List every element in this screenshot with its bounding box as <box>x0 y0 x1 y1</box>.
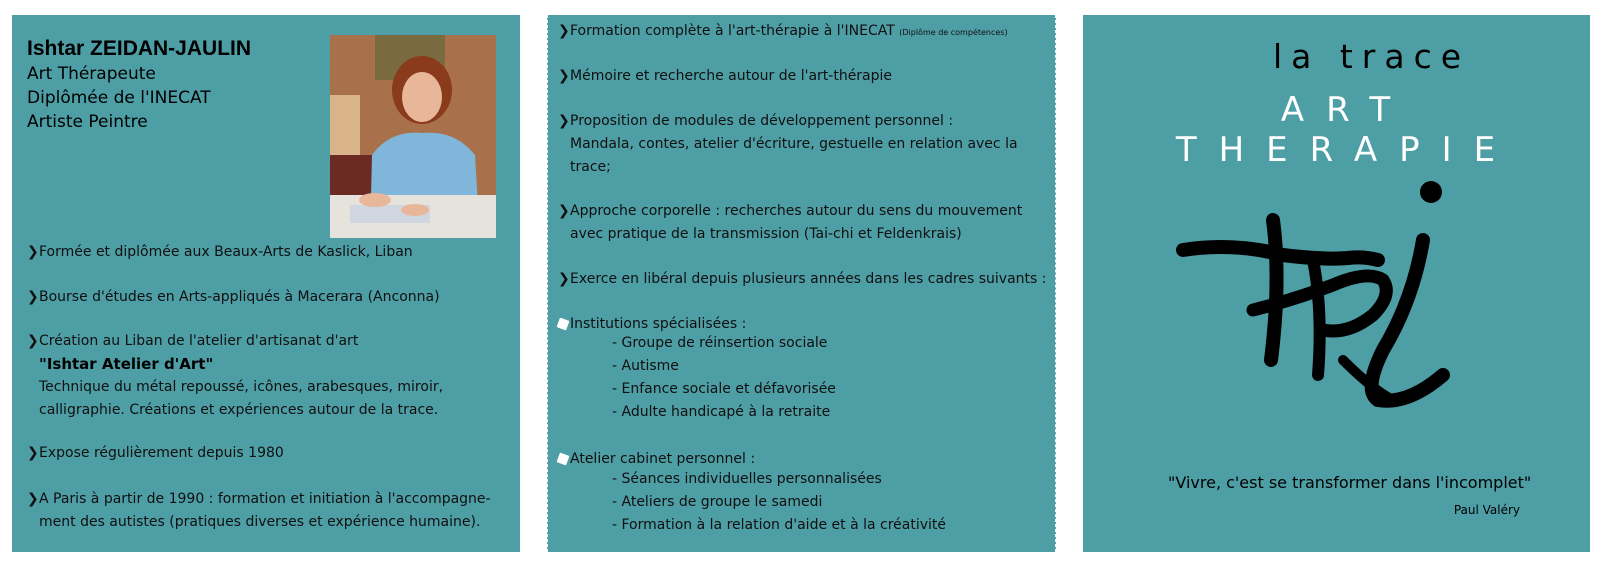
chevron-right-icon: ❯ <box>558 113 570 129</box>
bullet-creation-atelier: ❯ Création au Liban de l'atelier d'artisanat d'art "Ishtar Atelier d'Art" Technique du métal repoussé, icônes, arabesques, miroir, calligraphie. Créations et expériences autour de la trace. <box>27 330 443 422</box>
bullet-expose: ❯ Expose régulièrement depuis 1980 <box>27 442 284 465</box>
list-item: - Groupe de réinsertion sociale <box>612 335 828 351</box>
list-item: - Ateliers de groupe le samedi <box>612 494 823 510</box>
item-exerce-liberal: ❯ Exerce en libéral depuis plusieurs années dans les cadres suivants : <box>558 268 1048 291</box>
list-item: - Séances individuelles personnalisées <box>612 471 882 487</box>
title-art-therapie: ART THERAPIE <box>1175 90 1518 170</box>
institutions-title: Institutions spécialisées : <box>558 313 1048 336</box>
cabinet-title: Atelier cabinet personnel : <box>558 448 1048 471</box>
chevron-right-icon: ❯ <box>558 271 570 287</box>
bullet-bourse: ❯ Bourse d'études en Arts-appliqués à Macerara (Anconna) <box>27 286 440 309</box>
bullet-paris: ❯ A Paris à partir de 1990 : formation et initiation à l'accompagne- ment des autistes (pratiques diverses et expérience humaine). <box>27 488 491 534</box>
item-approche-corporelle: ❯ Approche corporelle : recherches autour du sens du mouvement avec pratique de la transmission (Tai-chi et Feldenkrais) <box>558 200 1048 246</box>
portrait-photo <box>330 35 496 238</box>
item-memoire: ❯ Mémoire et recherche autour de l'art-thérapie <box>558 65 1048 88</box>
subtitle-artiste: Artiste Peintre <box>27 112 148 132</box>
chevron-right-icon: ❯ <box>558 68 570 84</box>
bullet-beaux-arts: ❯ Formée et diplômée aux Beaux-Arts de Kaslick, Liban <box>27 241 413 264</box>
chevron-right-icon: ❯ <box>27 289 39 305</box>
chevron-right-icon: ❯ <box>558 23 570 39</box>
calligraphy-logo <box>1173 160 1473 430</box>
left-panel <box>12 15 520 552</box>
chevron-right-icon: ❯ <box>27 491 39 507</box>
title-la-trace: la trace <box>1272 37 1471 76</box>
right-panel <box>1083 15 1590 552</box>
person-name: Ishtar ZEIDAN-JAULIN <box>27 37 252 60</box>
subtitle-diplomee: Diplômée de l'INECAT <box>27 88 211 108</box>
chevron-right-icon: ❯ <box>27 333 39 349</box>
list-item: - Adulte handicapé à la retraite <box>612 404 831 420</box>
chevron-right-icon: ❯ <box>558 203 570 219</box>
item-modules: ❯ Proposition de modules de développement personnel : Mandala, contes, atelier d'écriture, gestuelle en relation avec la trace; <box>558 110 1048 179</box>
list-item: - Formation à la relation d'aide et à la créativité <box>612 517 947 533</box>
middle-panel <box>547 15 1056 552</box>
atelier-name: "Ishtar Atelier d'Art" <box>39 355 214 373</box>
quote: "Vivre, c'est se transformer dans l'incomplet" <box>1168 473 1532 492</box>
chevron-right-icon: ❯ <box>27 244 39 260</box>
chevron-right-icon: ❯ <box>27 445 39 461</box>
subtitle-art-therapeute: Art Thérapeute <box>27 64 156 84</box>
quote-author: Paul Valéry <box>1453 503 1520 517</box>
list-item: - Autisme <box>612 358 679 374</box>
item-formation-inecat: ❯ Formation complète à l'art-thérapie à l'INECAT (Diplôme de compétences) <box>558 20 1048 44</box>
list-item: - Enfance sociale et défavorisée <box>612 381 836 397</box>
